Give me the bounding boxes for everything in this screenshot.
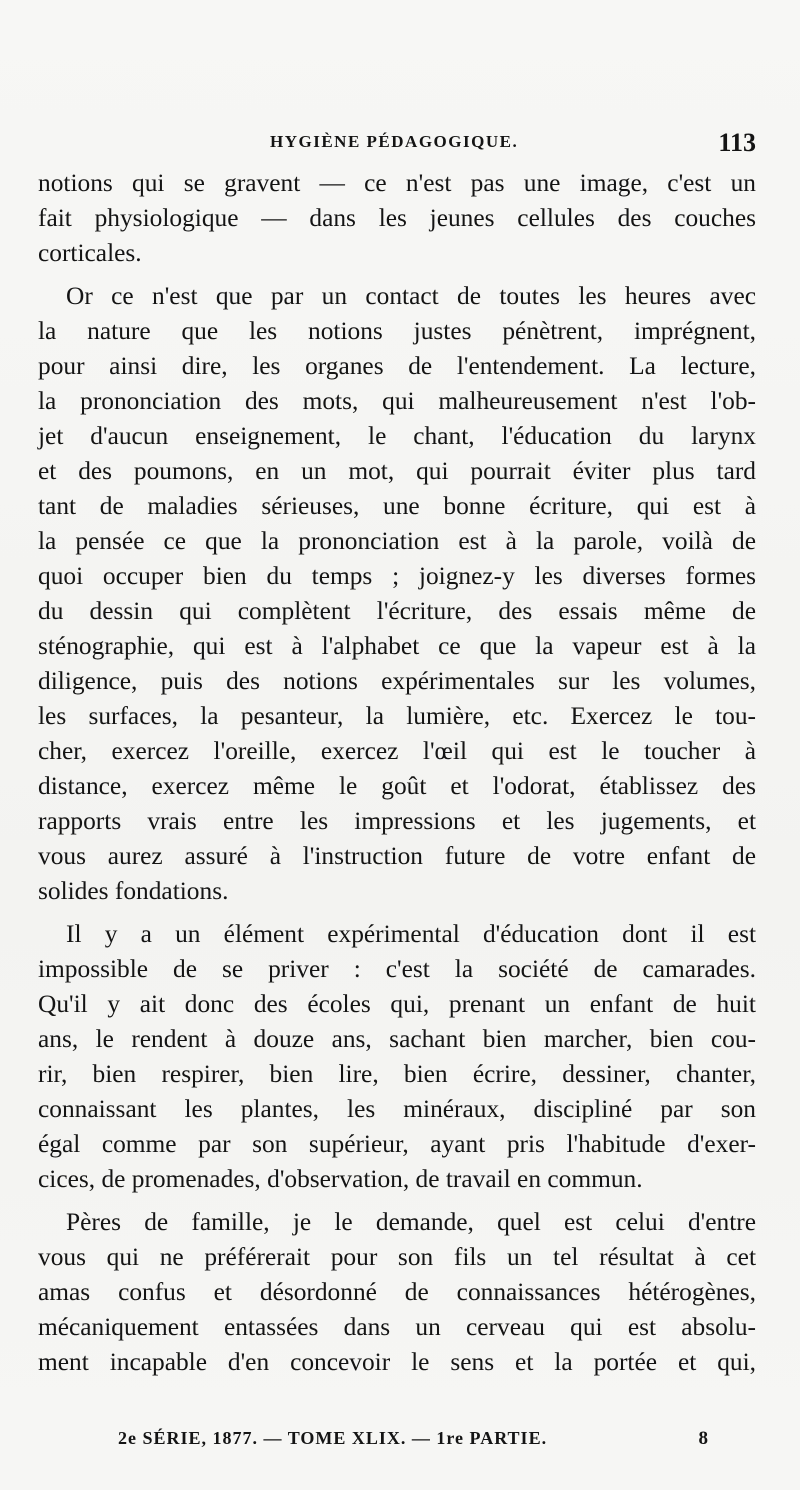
text-line: distance, exercez même le goût et l'odorat, établissez des (38, 772, 756, 800)
text-line: amas confus et désordonné de connaissances hétérogènes, (38, 1278, 756, 1306)
page-footer (38, 1428, 756, 1458)
text-line: mécaniquement entassées dans un cerveau qui est absolu- (38, 1313, 756, 1341)
text-line: du dessin qui complètent l'écriture, des essais même de (38, 597, 756, 625)
printer-signature: 2e SÉRIE, 1877. — TOME XLIX. — 1re PARTIE. (118, 1428, 548, 1448)
text-line: notions qui se gravent — ce n'est pas une image, c'est un (38, 169, 756, 197)
text-line: et des poumons, en un mot, qui pourrait éviter plus tard (38, 457, 756, 485)
text-line: cices, de promenades, d'observation, de travail en commun. (38, 1165, 643, 1193)
text-line: diligence, puis des notions expérimentales sur les volumes, (38, 667, 756, 695)
body-text (38, 166, 756, 1388)
text-line: égal comme par son supérieur, ayant pris l'habitude d'exer- (38, 1130, 756, 1158)
running-head: HYGIÈNE PÉDAGOGIQUE. (270, 132, 519, 151)
paragraph-4 (38, 1205, 756, 1380)
text-line: la nature que les notions justes pénètrent, imprégnent, (38, 317, 756, 345)
text-line: les surfaces, la pesanteur, la lumière, etc. Exercez le tou- (38, 702, 756, 730)
text-line: Il y a un élément expérimental d'éducation dont il est (66, 920, 756, 948)
text-line: vous aurez assuré à l'instruction future de votre enfant de (38, 842, 756, 870)
text-line: rir, bien respirer, bien lire, bien écrire, dessiner, chanter, (38, 1060, 756, 1088)
paragraph-2 (38, 279, 756, 909)
text-line: tant de maladies sérieuses, une bonne écriture, qui est à (38, 492, 756, 520)
text-line: ment incapable d'en concevoir le sens et la portée et qui, (38, 1348, 756, 1376)
paragraph-3 (38, 917, 756, 1197)
text-line: corticales. (38, 239, 142, 267)
text-line: vous qui ne préférerait pour son fils un tel résultat à cet (38, 1243, 756, 1271)
text-line: connaissant les plantes, les minéraux, discipliné par son (38, 1095, 756, 1123)
text-line: fait physiologique — dans les jeunes cellules des couches (38, 204, 756, 232)
text-line: la prononciation des mots, qui malheureusement n'est l'ob- (38, 387, 756, 415)
text-line: la pensée ce que la prononciation est à la parole, voilà de (38, 527, 756, 555)
text-line: quoi occuper bien du temps ; joignez-y les diverses formes (38, 562, 756, 590)
text-line: Pères de famille, je le demande, quel est celui d'entre (66, 1208, 756, 1236)
text-line: pour ainsi dire, les organes de l'entendement. La lecture, (38, 352, 756, 380)
text-line: Qu'il y ait donc des écoles qui, prenant un enfant de huit (38, 990, 756, 1018)
text-line: cher, exercez l'oreille, exercez l'œil qui est le toucher à (38, 737, 756, 765)
text-line: impossible de se priver : c'est la société de camarades. (38, 955, 756, 983)
text-line: sténographie, qui est à l'alphabet ce que la vapeur est à la (38, 632, 756, 660)
text-line: rapports vrais entre les impressions et les jugements, et (38, 807, 756, 835)
text-line: jet d'aucun enseignement, le chant, l'éducation du larynx (38, 422, 756, 450)
text-line: solides fondations. (38, 877, 229, 905)
page-header (38, 128, 756, 158)
text-line: Or ce n'est que par un contact de toutes les heures avec (66, 282, 756, 310)
sheet-number: 8 (698, 1428, 708, 1449)
text-line: ans, le rendent à douze ans, sachant bien marcher, bien cou- (38, 1025, 756, 1053)
page-number: 113 (718, 128, 756, 157)
paragraph-1 (38, 166, 756, 271)
